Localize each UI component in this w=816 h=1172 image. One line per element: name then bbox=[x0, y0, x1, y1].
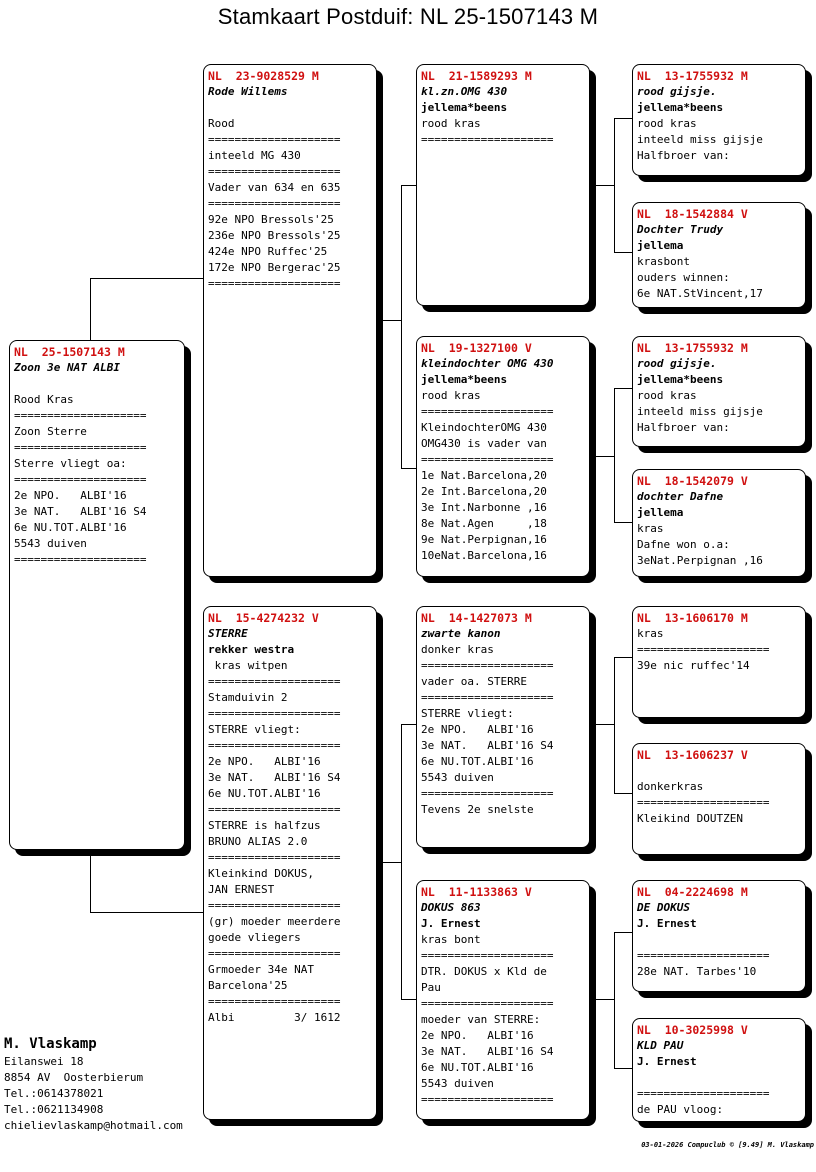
breeder-name: jellema*beens bbox=[421, 373, 508, 386]
info-line: Stamduivin 2 bbox=[208, 691, 288, 704]
info-line: ==================== bbox=[208, 197, 341, 210]
pigeon-card-ggp-2[interactable] bbox=[632, 202, 806, 308]
owner-name: M. Vlaskamp bbox=[4, 1036, 97, 1052]
pigeon-card-ggp-3[interactable] bbox=[632, 336, 806, 447]
info-line: ==================== bbox=[421, 659, 554, 672]
info-line: 3e NAT. ALBI'16 S4 bbox=[421, 739, 554, 752]
connector-line bbox=[614, 1068, 632, 1069]
ring-number: NL 21-1589293 M bbox=[421, 69, 532, 83]
info-line: 5543 duiven bbox=[421, 771, 494, 784]
connector-line bbox=[614, 932, 615, 1069]
info-line: ==================== bbox=[637, 949, 770, 962]
pigeon-name: DOKUS 863 bbox=[421, 901, 481, 914]
info-line: 28e NAT. Tarbes'10 bbox=[637, 965, 757, 978]
info-line bbox=[208, 100, 372, 116]
connector-line bbox=[376, 320, 402, 321]
info-line: ==================== bbox=[637, 1087, 770, 1100]
info-line: ==================== bbox=[421, 1093, 554, 1106]
pigeon-name: rood gijsje. bbox=[637, 85, 717, 98]
ring-number: NL 10-3025998 V bbox=[637, 1023, 748, 1037]
info-line: 1e Nat.Barcelona,20 bbox=[421, 469, 547, 482]
connector-line bbox=[614, 252, 632, 253]
info-line: kras witpen bbox=[208, 659, 288, 672]
info-line: 6e NAT.StVincent,17 bbox=[637, 287, 763, 300]
info-line: ==================== bbox=[421, 453, 554, 466]
info-line: ==================== bbox=[208, 707, 341, 720]
breeder-name: rekker westra bbox=[208, 643, 295, 656]
info-line: ==================== bbox=[421, 405, 554, 418]
ring-number: NL 13-1606237 V bbox=[637, 748, 748, 762]
info-line: ==================== bbox=[208, 899, 341, 912]
info-line: 6e NU.TOT.ALBI'16 bbox=[208, 787, 321, 800]
ring-number: NL 23-9028529 M bbox=[208, 69, 319, 83]
info-line: ==================== bbox=[208, 675, 341, 688]
info-line: 2e Int.Barcelona,20 bbox=[421, 485, 547, 498]
info-line: KleindochterOMG 430 bbox=[421, 421, 547, 434]
info-line: Halfbroer van: bbox=[637, 421, 730, 434]
info-line: inteeld miss gijsje bbox=[637, 133, 763, 146]
breeder-name: jellema bbox=[637, 239, 684, 252]
connector-line bbox=[589, 724, 615, 725]
connector-line bbox=[614, 932, 632, 933]
info-line: DTR. DOKUS x Kld de bbox=[421, 965, 547, 978]
ring-number: NL 15-4274232 V bbox=[208, 611, 319, 625]
ring-number: NL 13-1755932 M bbox=[637, 69, 748, 83]
info-line: ==================== bbox=[637, 796, 770, 809]
ring-number: NL 18-1542079 V bbox=[637, 474, 748, 488]
info-line: Pau bbox=[421, 981, 441, 994]
info-line: BRUNO ALIAS 2.0 bbox=[208, 835, 308, 848]
info-line: inteeld miss gijsje bbox=[637, 405, 763, 418]
connector-line bbox=[614, 118, 632, 119]
info-line: JAN ERNEST bbox=[208, 883, 275, 896]
info-line: ==================== bbox=[14, 409, 147, 422]
info-line: Tevens 2e snelste bbox=[421, 803, 534, 816]
info-line: 5543 duiven bbox=[14, 537, 87, 550]
info-line: ==================== bbox=[208, 133, 341, 146]
ring-number: NL 14-1427073 M bbox=[421, 611, 532, 625]
info-line: 2e NPO. ALBI'16 bbox=[421, 723, 534, 736]
info-line bbox=[637, 763, 801, 779]
pigeon-name: kl.zn.OMG 430 bbox=[421, 85, 508, 98]
info-line: Halfbroer van: bbox=[637, 149, 730, 162]
connector-line bbox=[401, 724, 402, 1000]
info-line: goede vliegers bbox=[208, 931, 301, 944]
info-line: STERRE vliegt: bbox=[208, 723, 301, 736]
info-line: vader oa. STERRE bbox=[421, 675, 527, 688]
info-line: 3e NAT. ALBI'16 S4 bbox=[14, 505, 147, 518]
owner-info bbox=[4, 1034, 183, 1134]
info-line: Grmoeder 34e NAT bbox=[208, 963, 314, 976]
info-line: Dafne won o.a: bbox=[637, 538, 730, 551]
owner-address: Eilanswei 18 bbox=[4, 1055, 84, 1068]
info-line: ==================== bbox=[637, 643, 770, 656]
connector-line bbox=[614, 388, 632, 389]
pigeon-name: kleindochter OMG 430 bbox=[421, 357, 554, 370]
info-line: Vader van 634 en 635 bbox=[208, 181, 341, 194]
info-line: Zoon Sterre bbox=[14, 425, 87, 438]
ring-number: NL 11-1133863 V bbox=[421, 885, 532, 899]
info-line bbox=[637, 1070, 801, 1086]
info-line: 3e NAT. ALBI'16 S4 bbox=[208, 771, 341, 784]
info-line: Rood Kras bbox=[14, 393, 74, 406]
pigeon-name: Zoon 3e NAT ALBI bbox=[14, 361, 120, 374]
pigeon-card-maternal-grandfather[interactable] bbox=[416, 606, 590, 848]
connector-line bbox=[401, 724, 417, 725]
info-line: 6e NU.TOT.ALBI'16 bbox=[14, 521, 127, 534]
pigeon-card-ggp-7[interactable] bbox=[632, 880, 806, 992]
info-line: krasbont bbox=[637, 255, 690, 268]
info-line: ==================== bbox=[208, 803, 341, 816]
info-line: 3e NAT. ALBI'16 S4 bbox=[421, 1045, 554, 1058]
pigeon-card-mother[interactable] bbox=[203, 606, 377, 1120]
breeder-name: jellema*beens bbox=[637, 373, 724, 386]
breeder-name: jellema*beens bbox=[637, 101, 724, 114]
info-line bbox=[14, 376, 180, 392]
pigeon-card-ggp-8[interactable] bbox=[632, 1018, 806, 1122]
info-line: 5543 duiven bbox=[421, 1077, 494, 1090]
info-line: 6e NU.TOT.ALBI'16 bbox=[421, 1061, 534, 1074]
info-line: moeder van STERRE: bbox=[421, 1013, 541, 1026]
ring-number: NL 04-2224698 M bbox=[637, 885, 748, 899]
ring-number: NL 19-1327100 V bbox=[421, 341, 532, 355]
info-line: kras bont bbox=[421, 933, 481, 946]
info-line: ==================== bbox=[208, 851, 341, 864]
pigeon-name: KLD PAU bbox=[637, 1039, 684, 1052]
breeder-name: jellema bbox=[637, 506, 684, 519]
info-line: rood kras bbox=[637, 117, 697, 130]
info-line: OMG430 is vader van bbox=[421, 437, 547, 450]
ring-number: NL 13-1755932 M bbox=[637, 341, 748, 355]
pigeon-card-father[interactable] bbox=[203, 64, 377, 577]
connector-line bbox=[90, 850, 91, 913]
breeder-name: J. Ernest bbox=[637, 917, 697, 930]
connector-line bbox=[614, 657, 615, 794]
connector-line bbox=[589, 456, 615, 457]
info-line: (gr) moeder meerdere bbox=[208, 915, 341, 928]
info-line: STERRE is halfzus bbox=[208, 819, 321, 832]
info-line: ==================== bbox=[208, 739, 341, 752]
pigeon-card-ggp-5[interactable] bbox=[632, 606, 806, 718]
breeder-name: jellema*beens bbox=[421, 101, 508, 114]
connector-line bbox=[401, 185, 417, 186]
info-line: kras bbox=[637, 627, 664, 640]
info-line: ouders winnen: bbox=[637, 271, 730, 284]
pigeon-name: zwarte kanon bbox=[421, 627, 501, 640]
info-line: ==================== bbox=[421, 691, 554, 704]
connector-line bbox=[589, 185, 615, 186]
connector-line bbox=[90, 278, 91, 340]
info-line: Barcelona'25 bbox=[208, 979, 288, 992]
info-line: 3e Int.Narbonne ,16 bbox=[421, 501, 547, 514]
owner-postcode: 8854 AV Oosterbierum bbox=[4, 1071, 144, 1084]
info-line: ==================== bbox=[421, 133, 554, 146]
connector-line bbox=[589, 999, 615, 1000]
pigeon-name: dochter Dafne bbox=[637, 490, 724, 503]
pigeon-card-paternal-grandfather[interactable] bbox=[416, 64, 590, 306]
pigeon-name: Dochter Trudy bbox=[637, 223, 724, 236]
breeder-name: J. Ernest bbox=[637, 1055, 697, 1068]
info-line: donker kras bbox=[421, 643, 494, 656]
connector-line bbox=[614, 388, 615, 523]
pigeon-card-maternal-grandmother[interactable] bbox=[416, 880, 590, 1120]
info-line: ==================== bbox=[208, 277, 341, 290]
info-line: Kleikind DOUTZEN bbox=[637, 812, 743, 825]
pigeon-name: DE DOKUS bbox=[637, 901, 690, 914]
info-line: ==================== bbox=[208, 165, 341, 178]
info-line: ==================== bbox=[14, 441, 147, 454]
info-line: de PAU vloog: bbox=[637, 1103, 724, 1116]
info-line: ==================== bbox=[421, 949, 554, 962]
info-line: Albi 3/ 1612 bbox=[208, 1011, 341, 1024]
pigeon-name: Rode Willems bbox=[208, 85, 288, 98]
info-line: rood kras bbox=[637, 389, 697, 402]
pigeon-card-ggp-6[interactable] bbox=[632, 743, 806, 855]
pigeon-name: STERRE bbox=[208, 627, 248, 640]
owner-email: chielievlaskamp@hotmail.com bbox=[4, 1119, 183, 1132]
info-line: ==================== bbox=[421, 997, 554, 1010]
info-line bbox=[637, 932, 801, 948]
connector-line bbox=[401, 468, 417, 469]
info-line: 6e NU.TOT.ALBI'16 bbox=[421, 755, 534, 768]
info-line: inteeld MG 430 bbox=[208, 149, 301, 162]
breeder-name: J. Ernest bbox=[421, 917, 481, 930]
pigeon-name: rood gijsje. bbox=[637, 357, 717, 370]
info-line: 10eNat.Barcelona,16 bbox=[421, 549, 547, 562]
info-line: rood kras bbox=[421, 389, 481, 402]
footer-credit: 03-01-2026 Compuclub © [9.49] M. Vlaskamp bbox=[641, 1141, 814, 1149]
info-line: 39e nic ruffec'14 bbox=[637, 659, 750, 672]
info-line: 2e NPO. ALBI'16 bbox=[14, 489, 127, 502]
page-title: Stamkaart Postduif: NL 25-1507143 M bbox=[217, 4, 599, 29]
info-line: 9e Nat.Perpignan,16 bbox=[421, 533, 547, 546]
info-line: 8e Nat.Agen ,18 bbox=[421, 517, 547, 530]
info-line: 92e NPO Bressols'25 bbox=[208, 213, 334, 226]
info-line: 2e NPO. ALBI'16 bbox=[208, 755, 321, 768]
connector-line bbox=[376, 862, 402, 863]
pigeon-card-ggp-1[interactable] bbox=[632, 64, 806, 176]
info-line: 2e NPO. ALBI'16 bbox=[421, 1029, 534, 1042]
info-line: ==================== bbox=[14, 473, 147, 486]
ring-number: NL 25-1507143 M bbox=[14, 345, 125, 359]
connector-line bbox=[614, 793, 632, 794]
owner-phone: Tel.:0614378021 bbox=[4, 1087, 104, 1100]
info-line: STERRE vliegt: bbox=[421, 707, 514, 720]
connector-line bbox=[614, 522, 632, 523]
ring-number: NL 18-1542884 V bbox=[637, 207, 748, 221]
connector-line bbox=[614, 118, 615, 253]
info-line: 3eNat.Perpignan ,16 bbox=[637, 554, 763, 567]
connector-line bbox=[614, 657, 632, 658]
connector-line bbox=[90, 912, 204, 913]
pigeon-card-subject[interactable] bbox=[9, 340, 185, 850]
ring-number: NL 13-1606170 M bbox=[637, 611, 748, 625]
info-line: Kleinkind DOKUS, bbox=[208, 867, 314, 880]
pigeon-card-paternal-grandmother[interactable] bbox=[416, 336, 590, 577]
info-line: ==================== bbox=[14, 553, 147, 566]
owner-phone: Tel.:0621134908 bbox=[4, 1103, 104, 1116]
info-line: 424e NPO Ruffec'25 bbox=[208, 245, 328, 258]
info-line: Sterre vliegt oa: bbox=[14, 457, 127, 470]
info-line: ==================== bbox=[208, 995, 341, 1008]
info-line: donkerkras bbox=[637, 780, 704, 793]
info-line: ==================== bbox=[421, 787, 554, 800]
info-line: rood kras bbox=[421, 117, 481, 130]
info-line: 236e NPO Bressols'25 bbox=[208, 229, 341, 242]
info-line: ==================== bbox=[208, 947, 341, 960]
info-line: Rood bbox=[208, 117, 235, 130]
connector-line bbox=[401, 999, 417, 1000]
pigeon-card-ggp-4[interactable] bbox=[632, 469, 806, 577]
info-line: 172e NPO Bergerac'25 bbox=[208, 261, 341, 274]
connector-line bbox=[90, 278, 204, 279]
info-line: kras bbox=[637, 522, 664, 535]
connector-line bbox=[401, 185, 402, 469]
